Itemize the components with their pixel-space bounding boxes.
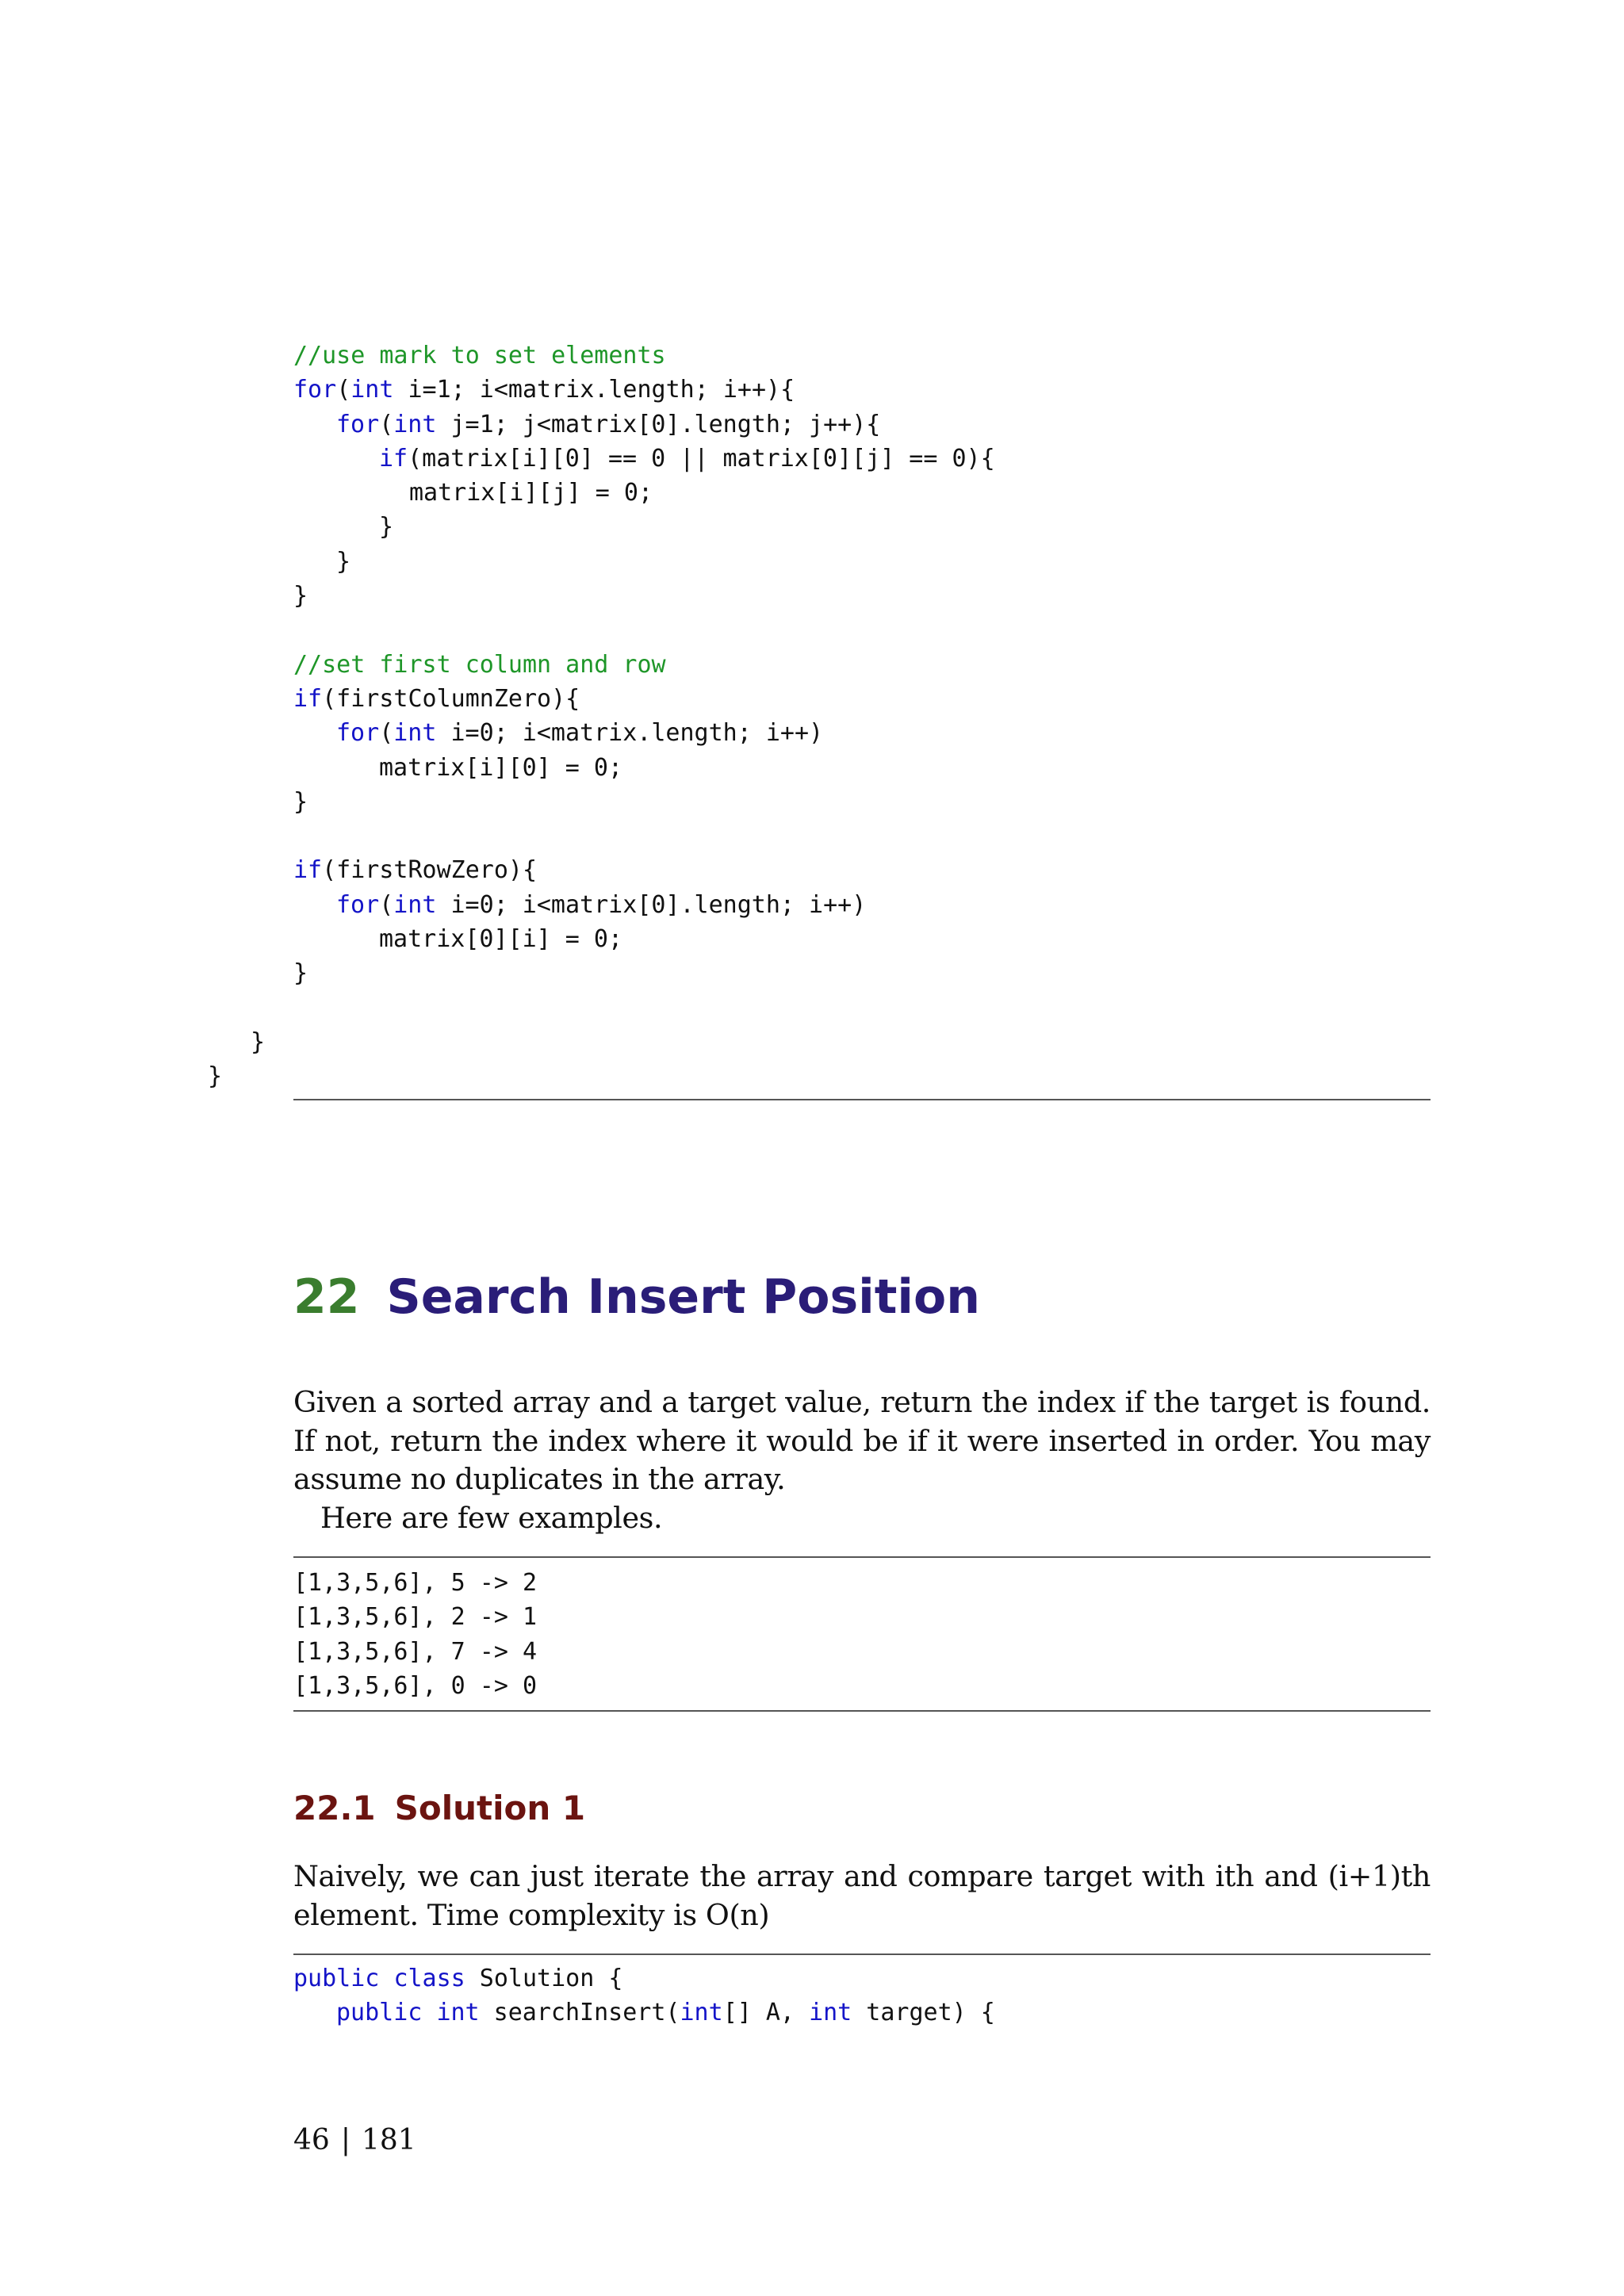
code-block-matrix	[208, 339, 995, 1094]
code-line: }	[208, 1062, 223, 1091]
examples-bottom-rule	[293, 1710, 1431, 1712]
solution-paragraph: Naively, we can just iterate the array and compare target with ith and (i+1)th element. Time complexity is O(n)	[293, 1859, 1431, 1932]
code-line: }	[293, 787, 308, 816]
page-number: 46	[293, 2124, 330, 2156]
code-line: for(int i=0; i<matrix.length; i++)	[336, 719, 824, 748]
page-footer	[293, 2122, 416, 2160]
subsection-heading	[293, 1787, 585, 1830]
code-line: for(int i=1; i<matrix.length; i++){	[293, 376, 795, 404]
code-line: //use mark to set elements	[293, 342, 666, 369]
code-line: for(int j=1; j<matrix[0].length; j++){	[336, 410, 881, 438]
subsection-title: Solution 1	[394, 1789, 586, 1827]
code-line: matrix[i][j] = 0;	[409, 479, 653, 507]
code-line: }	[251, 1027, 266, 1056]
example-line: [1,3,5,6], 7 -> 4	[293, 1637, 538, 1666]
section-heading	[293, 1267, 980, 1327]
examples-top-rule	[293, 1556, 1431, 1558]
intro-text: Given a sorted array and a target value, return the index if the target is found. If not, return the index where it would be if it were inserted in order. You may assume no duplicates in the array.	[293, 1385, 1431, 1496]
examples-code-block	[293, 1566, 537, 1703]
code-line: }	[379, 513, 394, 541]
solution-code-block	[293, 1961, 995, 2030]
code-line: matrix[i][0] = 0;	[379, 753, 623, 782]
code-line: if(firstColumnZero){	[293, 684, 580, 713]
subsection-number: 22.1	[293, 1789, 376, 1827]
example-line: [1,3,5,6], 2 -> 1	[293, 1603, 538, 1632]
code-line: for(int i=0; i<matrix[0].length; i++)	[336, 890, 867, 919]
intro-paragraph	[293, 1383, 1431, 1537]
code-line: if(matrix[i][0] == 0 || matrix[0][j] == 0){	[379, 444, 995, 473]
code-line: public class Solution {	[293, 1965, 623, 1992]
section-number: 22	[293, 1269, 360, 1325]
code-line: //set first column and row	[293, 650, 666, 679]
solution-code-top-rule	[293, 1954, 1431, 1955]
code-line: matrix[0][i] = 0;	[379, 925, 623, 954]
code-line: }	[293, 959, 308, 988]
examples-lead: Here are few examples.	[320, 1500, 663, 1535]
code-line: public int searchInsert(int[] A, int target) {	[336, 1999, 995, 2027]
page-total: 181	[361, 2124, 416, 2156]
section-title: Search Insert Position	[386, 1269, 980, 1325]
page-separator: |	[340, 2124, 350, 2156]
example-line: [1,3,5,6], 0 -> 0	[293, 1671, 538, 1700]
code-line: }	[293, 582, 308, 610]
code-block-bottom-rule	[293, 1099, 1431, 1100]
code-line: if(firstRowZero){	[293, 856, 538, 885]
code-line: }	[336, 547, 351, 576]
example-line: [1,3,5,6], 5 -> 2	[293, 1569, 538, 1597]
